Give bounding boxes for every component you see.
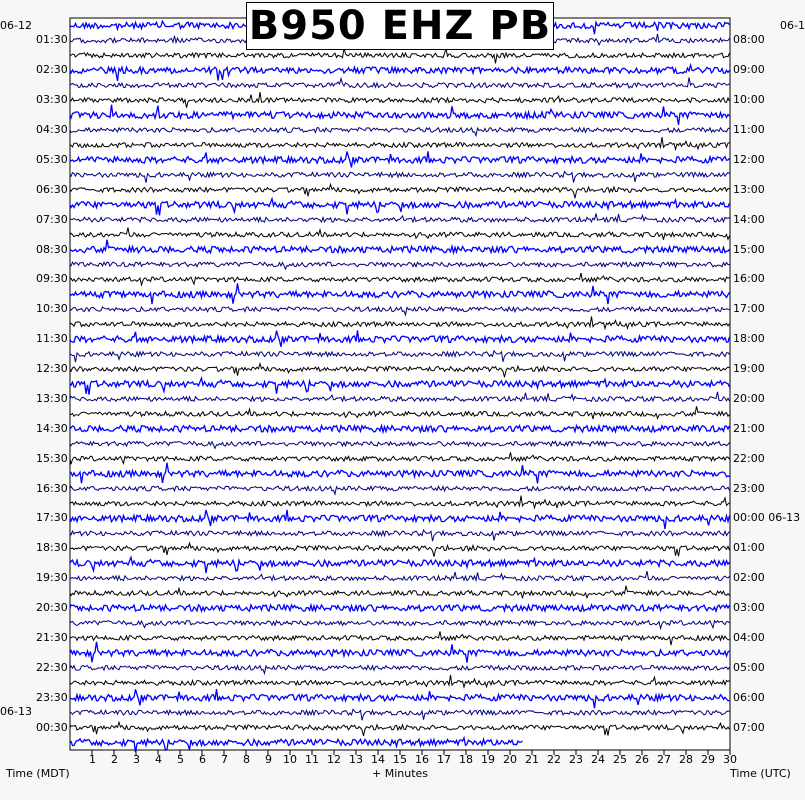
date-label-start: 06-12 (0, 19, 32, 32)
left-time-label: 23:30 (36, 690, 68, 704)
x-tick-label: 15 (393, 753, 407, 766)
x-tick-label: 3 (133, 753, 140, 766)
x-tick-label: 17 (437, 753, 451, 766)
right-time-label: 19:00 (733, 362, 765, 376)
x-tick-label: 25 (613, 753, 627, 766)
x-tick-label: 27 (657, 753, 671, 766)
right-time-label: 00:00 06-13 (733, 511, 801, 525)
x-tick-label: 28 (679, 753, 693, 766)
right-time-label: 13:00 (733, 182, 765, 196)
left-time-label: 22:30 (36, 660, 68, 674)
right-time-label: 20:00 (733, 391, 765, 405)
left-time-label: 20:30 (36, 601, 68, 615)
x-tick-label: 8 (243, 753, 250, 766)
left-time-label: 07:30 (36, 212, 68, 226)
left-time-label: 09:30 (36, 272, 68, 286)
x-axis-right-label: Time (UTC) (730, 767, 791, 780)
x-tick-label: 14 (371, 753, 385, 766)
x-tick-label: 24 (591, 753, 605, 766)
right-time-label: 22:00 (733, 451, 765, 465)
left-time-label: 00:30 (36, 720, 68, 734)
left-time-label: 02:30 (36, 63, 68, 77)
x-axis-label: + Minutes (372, 767, 429, 780)
chart-title: B950 EHZ PB (246, 2, 554, 50)
x-tick-label: 30 (723, 753, 737, 766)
x-tick-label: 11 (305, 753, 319, 766)
right-time-label: 14:00 (733, 212, 765, 226)
x-tick-label: 16 (415, 753, 429, 766)
x-tick-label: 22 (547, 753, 561, 766)
right-time-label: 17:00 (733, 302, 765, 316)
left-time-label: 21:30 (36, 630, 68, 644)
right-time-label: 01:00 (733, 541, 765, 555)
right-time-label: 10:00 (733, 93, 765, 107)
left-time-label: 03:30 (36, 93, 68, 107)
x-tick-label: 2 (111, 753, 118, 766)
left-time-label: 08:30 (36, 242, 68, 256)
left-time-label: 10:30 (36, 302, 68, 316)
left-time-label: 11:30 (36, 332, 68, 346)
right-time-label: 21:00 (733, 421, 765, 435)
x-tick-label: 5 (177, 753, 184, 766)
x-tick-label: 9 (265, 753, 272, 766)
right-time-label: 05:00 (733, 660, 765, 674)
date-label-right-top: 06-1 (780, 19, 805, 32)
x-tick-label: 10 (283, 753, 297, 766)
x-tick-label: 13 (349, 753, 363, 766)
right-time-label: 15:00 (733, 242, 765, 256)
left-time-label: 01:30 (36, 33, 68, 47)
right-time-label: 09:00 (733, 63, 765, 77)
x-tick-label: 18 (459, 753, 473, 766)
right-time-label: 18:00 (733, 332, 765, 346)
left-time-label: 12:30 (36, 362, 68, 376)
left-time-label: 04:30 (36, 123, 68, 137)
right-time-label: 02:00 (733, 571, 765, 585)
date-label-end: 06-13 (0, 705, 32, 718)
x-tick-label: 1 (89, 753, 96, 766)
right-time-label: 16:00 (733, 272, 765, 286)
x-tick-label: 19 (481, 753, 495, 766)
x-tick-label: 7 (221, 753, 228, 766)
left-time-label: 13:30 (36, 391, 68, 405)
x-tick-label: 26 (635, 753, 649, 766)
left-time-label: 18:30 (36, 541, 68, 555)
left-time-label: 06:30 (36, 182, 68, 196)
x-tick-label: 21 (525, 753, 539, 766)
left-time-label: 19:30 (36, 571, 68, 585)
right-time-label: 07:00 (733, 720, 765, 734)
right-time-label: 04:00 (733, 630, 765, 644)
right-time-label: 11:00 (733, 123, 765, 137)
right-time-label: 12:00 (733, 152, 765, 166)
left-time-label: 14:30 (36, 421, 68, 435)
right-time-label: 06:00 (733, 690, 765, 704)
left-time-label: 05:30 (36, 152, 68, 166)
left-time-label: 17:30 (36, 511, 68, 525)
x-tick-label: 4 (155, 753, 162, 766)
right-time-label: 08:00 (733, 33, 765, 47)
x-tick-label: 6 (199, 753, 206, 766)
x-tick-label: 23 (569, 753, 583, 766)
right-time-label: 23:00 (733, 481, 765, 495)
x-tick-label: 29 (701, 753, 715, 766)
right-time-label: 03:00 (733, 601, 765, 615)
left-time-label: 15:30 (36, 451, 68, 465)
x-tick-label: 12 (327, 753, 341, 766)
left-time-label: 16:30 (36, 481, 68, 495)
x-axis-left-label: Time (MDT) (6, 767, 70, 780)
x-tick-label: 20 (503, 753, 517, 766)
